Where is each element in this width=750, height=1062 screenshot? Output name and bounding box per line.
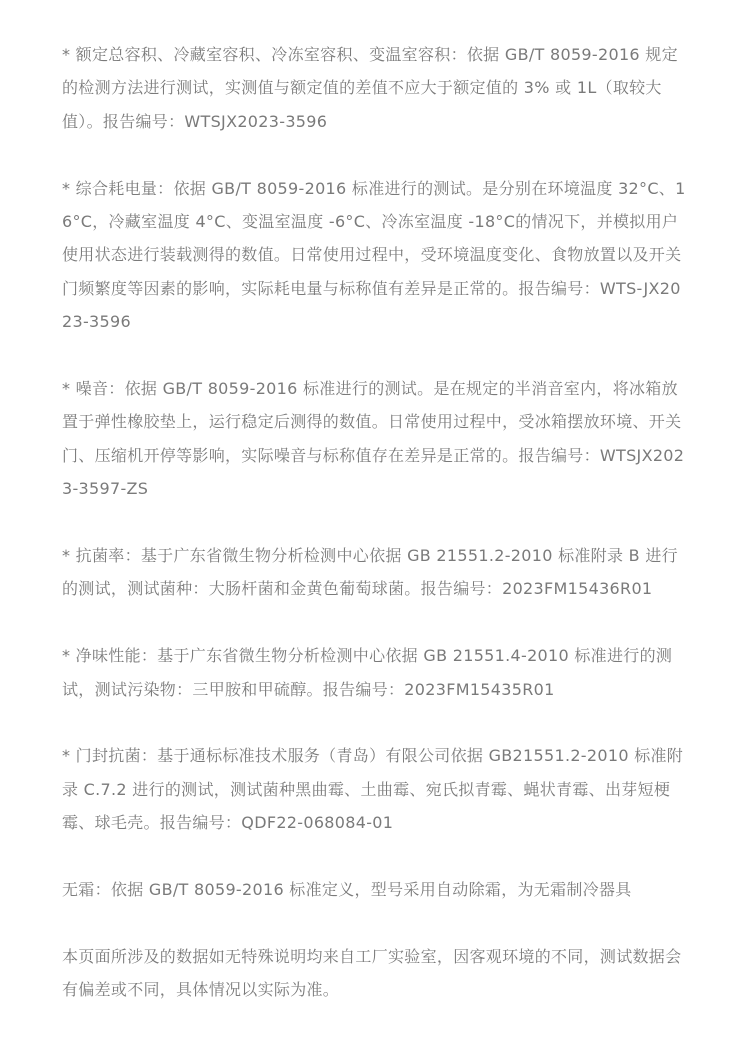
note-antibacterial-rate: * 抗菌率：基于广东省微生物分析检测中心依据 GB 21551.2-2010 标准附录 B 进行的测试，测试菌种：大肠杆菌和金黄色葡萄球菌。报告编号：2023FM15436R01	[62, 546, 678, 599]
note-frost-free: 无霜：依据 GB/T 8059-2016 标准定义，型号采用自动除霜，为无霜制冷器具	[62, 880, 632, 900]
note-odor-removal: * 净味性能：基于广东省微生物分析检测中心依据 GB 21551.4-2010 标准进行的测试，测试污染物：三甲胺和甲硫醇。报告编号：2023FM15435R01	[62, 646, 673, 699]
note-data-source: 本页面所涉及的数据如无特殊说明均来自工厂实验室，因客观环境的不同，测试数据会有偏差或不同，具体情况以实际为准。	[62, 946, 682, 1000]
note-door-seal-antibacterial: * 门封抗菌：基于通标标准技术服务（青岛）有限公司依据 GB21551.2-2010 标准附录 C.7.2 进行的测试，测试菌种黑曲霉、土曲霉、宛氏拟青霉、蝇状青霉、出芽短梗霉、球毛壳。报告编号：QDF22-068084-01	[62, 746, 684, 833]
note-noise: * 噪音：依据 GB/T 8059-2016 标准进行的测试。是在规定的半消音室内，将冰箱放置于弹性橡胶垫上，运行稳定后测得的数值。日常使用过程中，受冰箱摆放环境、开关门、压缩机开停等影响，实际噪音与标称值存在差异是正常的。报告编号：WTSJX2023-3597-ZS	[62, 379, 685, 499]
note-capacity: * 额定总容积、冷藏室容积、冷冻室容积、变温室容积：依据 GB/T 8059-2016 规定的检测方法进行测试，实测值与额定值的差值不应大于额定值的 3% 或 1L（取较大值）。报告编号：WTSJX2023-3596	[62, 45, 678, 131]
note-power-consumption: * 综合耗电量：依据 GB/T 8059-2016 标准进行的测试。是分别在环境温度 32°C、16°C，冷藏室温度 4°C、变温室温度 -6°C、冷冻室温度 -18°C的情况下，并模拟用户使用状态进行装载测得的数值。日常使用过程中，受环境温度变化、食物放置以及开关门频繁度等因素的影响，实际耗电量与标称值有差异是正常的。报告编号：WTS-JX2023-3596	[62, 178, 686, 332]
